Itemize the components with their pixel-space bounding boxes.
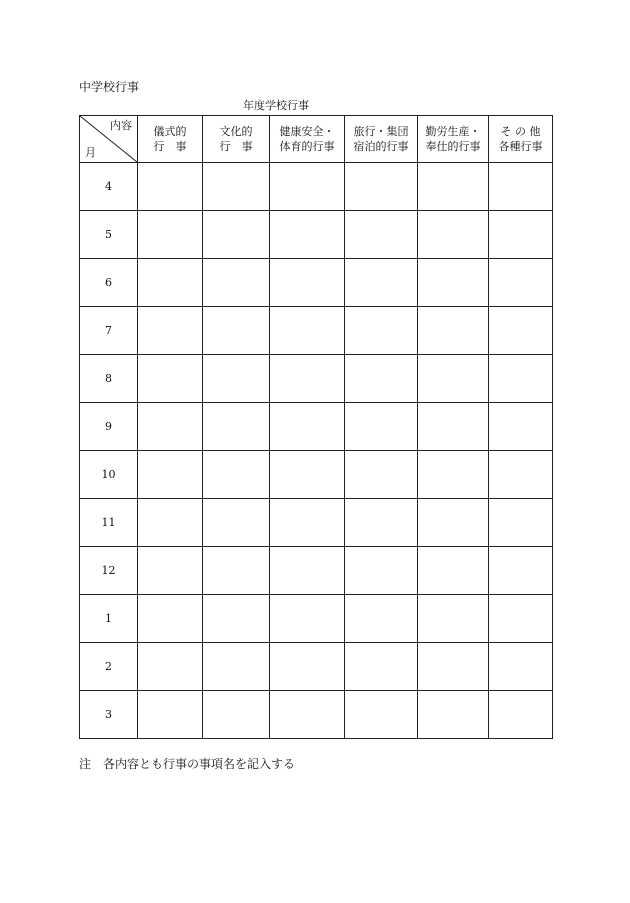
event-entry-cell[interactable] (489, 211, 553, 259)
column-header-line: 勤労生産・ (425, 125, 481, 138)
table-row (80, 403, 553, 451)
event-entry-cell[interactable] (345, 355, 418, 403)
event-entry-cell[interactable] (489, 163, 553, 211)
event-entry-cell[interactable] (203, 643, 270, 691)
event-entry-cell[interactable] (270, 691, 345, 739)
event-entry-cell[interactable] (345, 643, 418, 691)
event-entry-cell[interactable] (418, 307, 489, 355)
event-entry-cell[interactable] (138, 595, 203, 643)
event-entry-cell[interactable] (138, 163, 203, 211)
event-entry-cell[interactable] (345, 547, 418, 595)
header-row (80, 116, 553, 163)
event-entry-cell[interactable] (270, 643, 345, 691)
event-entry-cell[interactable] (138, 547, 203, 595)
column-header-line: 奉仕的行事 (425, 140, 481, 153)
event-entry-cell[interactable] (203, 691, 270, 739)
column-header-line: 宿泊的行事 (353, 140, 409, 153)
event-entry-cell[interactable] (270, 355, 345, 403)
event-entry-cell[interactable] (418, 643, 489, 691)
event-entry-cell[interactable] (270, 307, 345, 355)
column-header-line: 行 事 (219, 140, 253, 153)
column-header-ceremonial (138, 116, 203, 163)
event-entry-cell[interactable] (270, 547, 345, 595)
event-entry-cell[interactable] (138, 307, 203, 355)
event-entry-cell[interactable] (203, 211, 270, 259)
column-header-labor-service (418, 116, 489, 163)
event-entry-cell[interactable] (345, 451, 418, 499)
table-caption: 年度学校行事 (243, 99, 309, 112)
column-header-travel (345, 116, 418, 163)
table-row (80, 499, 553, 547)
event-entry-cell[interactable] (489, 355, 553, 403)
event-entry-cell[interactable] (138, 259, 203, 307)
event-entry-cell[interactable] (138, 451, 203, 499)
column-header-line: 行 事 (153, 140, 187, 153)
event-entry-cell[interactable] (203, 595, 270, 643)
event-entry-cell[interactable] (489, 643, 553, 691)
event-entry-cell[interactable] (203, 163, 270, 211)
table-row (80, 643, 553, 691)
event-entry-cell[interactable] (345, 499, 418, 547)
event-entry-cell[interactable] (418, 163, 489, 211)
table-row (80, 211, 553, 259)
event-entry-cell[interactable] (418, 355, 489, 403)
event-entry-cell[interactable] (203, 451, 270, 499)
event-entry-cell[interactable] (345, 595, 418, 643)
month-label: 4 (80, 163, 138, 211)
month-label: 8 (80, 355, 138, 403)
event-entry-cell[interactable] (270, 499, 345, 547)
month-label: 6 (80, 259, 138, 307)
event-entry-cell[interactable] (270, 451, 345, 499)
column-header-other (489, 116, 553, 163)
month-label: 7 (80, 307, 138, 355)
column-header-line: 各種行事 (498, 140, 543, 153)
month-label: 1 (80, 595, 138, 643)
column-header-line: 健康安全・ (279, 125, 335, 138)
month-label: 2 (80, 643, 138, 691)
table-row (80, 595, 553, 643)
event-entry-cell[interactable] (203, 547, 270, 595)
document-title: 中学校行事 (79, 80, 140, 94)
event-entry-cell[interactable] (138, 691, 203, 739)
event-entry-cell[interactable] (489, 547, 553, 595)
table-row (80, 307, 553, 355)
event-entry-cell[interactable] (418, 451, 489, 499)
corner-label-month: 月 (85, 146, 96, 159)
table-row (80, 547, 553, 595)
event-entry-cell[interactable] (418, 595, 489, 643)
event-entry-cell[interactable] (345, 307, 418, 355)
event-entry-cell[interactable] (489, 259, 553, 307)
column-header-line: そ の 他 (500, 125, 541, 138)
event-entry-cell[interactable] (345, 259, 418, 307)
column-header-line: 体育的行事 (279, 140, 335, 153)
month-label: 10 (80, 451, 138, 499)
event-entry-cell[interactable] (489, 595, 553, 643)
column-header-health-sports (270, 116, 345, 163)
month-label: 9 (80, 403, 138, 451)
event-entry-cell[interactable] (270, 595, 345, 643)
event-entry-cell[interactable] (345, 211, 418, 259)
month-label: 5 (80, 211, 138, 259)
column-header-line: 旅行・集団 (353, 125, 409, 138)
table-row (80, 163, 553, 211)
event-entry-cell[interactable] (138, 211, 203, 259)
event-entry-cell[interactable] (203, 403, 270, 451)
column-header-line: 文化的 (219, 125, 253, 138)
event-entry-cell[interactable] (203, 259, 270, 307)
event-entry-cell[interactable] (489, 499, 553, 547)
event-entry-cell[interactable] (345, 403, 418, 451)
event-entry-cell[interactable] (270, 403, 345, 451)
event-entry-cell[interactable] (418, 259, 489, 307)
event-entry-cell[interactable] (489, 403, 553, 451)
event-entry-cell[interactable] (489, 451, 553, 499)
footnote: 注 各内容とも行事の事項名を記入する (79, 757, 296, 771)
event-entry-cell[interactable] (418, 547, 489, 595)
table-row (80, 691, 553, 739)
event-entry-cell[interactable] (203, 355, 270, 403)
event-entry-cell[interactable] (345, 691, 418, 739)
event-entry-cell[interactable] (138, 355, 203, 403)
event-entry-cell[interactable] (138, 499, 203, 547)
event-entry-cell[interactable] (203, 307, 270, 355)
table-row (80, 259, 553, 307)
month-rows (80, 163, 553, 739)
corner-header-cell (80, 116, 138, 163)
event-entry-cell[interactable] (418, 403, 489, 451)
event-entry-cell[interactable] (418, 691, 489, 739)
event-entry-cell[interactable] (138, 403, 203, 451)
event-entry-cell[interactable] (203, 499, 270, 547)
event-entry-cell[interactable] (270, 211, 345, 259)
event-entry-cell[interactable] (418, 211, 489, 259)
school-events-table (79, 115, 553, 739)
table-row (80, 451, 553, 499)
table-row (80, 355, 553, 403)
event-entry-cell[interactable] (270, 259, 345, 307)
month-label: 3 (80, 691, 138, 739)
event-entry-cell[interactable] (489, 307, 553, 355)
event-entry-cell[interactable] (138, 643, 203, 691)
month-label: 12 (80, 547, 138, 595)
event-entry-cell[interactable] (489, 691, 553, 739)
column-header-line: 儀式的 (153, 125, 187, 138)
event-entry-cell[interactable] (345, 163, 418, 211)
column-header-cultural (203, 116, 270, 163)
corner-label-content: 内容 (110, 119, 132, 132)
month-label: 11 (80, 499, 138, 547)
event-entry-cell[interactable] (418, 499, 489, 547)
event-entry-cell[interactable] (270, 163, 345, 211)
